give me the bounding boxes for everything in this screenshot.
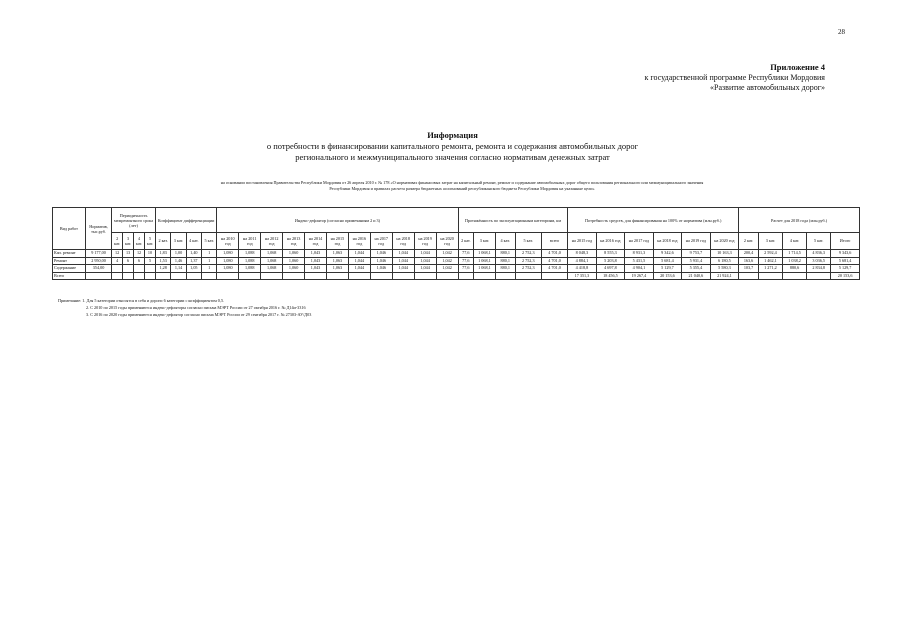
row-norm: 9 177,00 — [85, 250, 111, 258]
cell-empty — [326, 272, 348, 280]
cell-coef: 1,00 — [171, 250, 186, 258]
subheader-deflator-2: на 2012 год — [261, 233, 283, 250]
header-length: Протяжённость по эксплуатационным категориям, км — [458, 208, 568, 233]
subheader-deflator-5: на 2015 год — [326, 233, 348, 250]
header-row-2 — [53, 233, 860, 250]
cell-need: 5 431,5 — [625, 257, 653, 265]
subheader-deflator-9: на 2019 год — [414, 233, 436, 250]
cell-empty — [436, 272, 458, 280]
document-heading — [0, 130, 905, 163]
cell-deflator: 1,042 — [436, 250, 458, 258]
cell-length: 77,6 — [458, 257, 473, 265]
cell-deflator: 1,044 — [392, 257, 414, 265]
cell-need: 8 931,3 — [625, 250, 653, 258]
cell-calc2018: 4 836,3 — [807, 250, 831, 258]
document-subtitle-line-1: о потребности в финансировании капитального ремонта, ремонта и содержания автомобильных дорог — [266, 141, 639, 152]
cell-empty — [85, 272, 111, 280]
cell-empty — [202, 272, 217, 280]
cell-deflator: 1,080 — [217, 250, 239, 258]
cell-deflator: 1,060 — [283, 265, 305, 273]
subheader-deflator-8: на 2018 год — [392, 233, 414, 250]
cell-deflator: 1,068 — [261, 257, 283, 265]
cell-empty — [541, 272, 567, 280]
subheader-length-0: 2 кат. — [458, 233, 473, 250]
subheader-deflator-1: на 2011 год — [239, 233, 261, 250]
row-norm: 2 950,00 — [85, 257, 111, 265]
subheader-need-3: на 2018 год — [653, 233, 681, 250]
subheader-period-2: 4 кат. — [134, 233, 145, 250]
subheader-period-1: 3 кат. — [123, 233, 134, 250]
cell-length: 77,6 — [458, 265, 473, 273]
total-need: 19 267,4 — [625, 272, 653, 280]
cell-deflator: 1,063 — [326, 257, 348, 265]
cell-need: 4 904,1 — [625, 265, 653, 273]
cell-empty — [807, 272, 831, 280]
cell-empty — [495, 272, 515, 280]
subheader-length-4: всего — [541, 233, 567, 250]
cell-length: 4 701,0 — [541, 250, 567, 258]
cell-need: 5 931,4 — [682, 257, 710, 265]
cell-length: 2 752,3 — [515, 250, 541, 258]
header-calc-2018: Расчет для 2018 года (млн.руб.) — [739, 208, 860, 233]
cell-coef: 1 — [202, 250, 217, 258]
cell-calc2018: 2 834,8 — [807, 265, 831, 273]
cell-deflator: 1,042 — [436, 257, 458, 265]
cell-coef: 1,05 — [186, 265, 201, 273]
cell-deflator: 1,080 — [217, 257, 239, 265]
subheader-deflator-3: на 2013 год — [283, 233, 305, 250]
subheader-deflator-10: на 2020 год — [436, 233, 458, 250]
cell-need: 6 180,5 — [710, 257, 739, 265]
cell-deflator: 1,044 — [392, 265, 414, 273]
cell-deflator: 1,042 — [436, 265, 458, 273]
cell-period: 12 — [112, 250, 123, 258]
cell-length: 1 068,1 — [473, 257, 495, 265]
notes — [58, 297, 311, 318]
document-title: Информация — [427, 130, 478, 140]
cell-need: 5 681,4 — [653, 257, 681, 265]
cell-empty — [145, 272, 156, 280]
cell-coef: 1,14 — [171, 265, 186, 273]
cell-period: 13 — [123, 250, 134, 258]
cell-empty — [123, 272, 134, 280]
subheader-period-3: 5 кат. — [145, 233, 156, 250]
note-1: Примечание: 1. Для 5 категории относятся в себя и дороги 6 категории с коэффициентом 0,5. — [58, 298, 225, 303]
cell-need: 9 753,7 — [682, 250, 710, 258]
legal-basis-line-1: на основании постановления Правительства Республики Мордовия от 26 апреля 2010 г. № 178 «О нормативах финансовых затрат на капитальный ремонт, ремонт и содержание автомобильных дорог общего пользования регионального или межмуниципального значения — [220, 180, 704, 185]
appendix-title: Приложение 4 — [770, 62, 825, 72]
cell-deflator: 1,043 — [305, 257, 327, 265]
subheader-coef-1: 3 кат. — [171, 233, 186, 250]
subheader-calc2018-1: 3 кат. — [758, 233, 782, 250]
cell-deflator: 1,046 — [370, 250, 392, 258]
cell-period — [145, 265, 156, 273]
subheader-calc2018-3: 5 кат. — [807, 233, 831, 250]
cell-empty — [515, 272, 541, 280]
cell-length: 2 752,3 — [515, 265, 541, 273]
cell-calc2018: 1 271,2 — [758, 265, 782, 273]
cell-period — [112, 265, 123, 273]
cell-deflator: 1,088 — [239, 250, 261, 258]
header-row-1 — [53, 208, 860, 233]
cell-empty — [783, 272, 807, 280]
subheader-deflator-7: на 2017 год — [370, 233, 392, 250]
cell-empty — [171, 272, 186, 280]
row-label: Ремонт — [53, 257, 86, 265]
header-deflator: Индекс-дефлятор (согласно примечаниям 2 и 3) — [217, 208, 458, 233]
cell-length: 880,1 — [495, 265, 515, 273]
cell-coef: 1,40 — [186, 250, 201, 258]
cell-length: 4 701,0 — [541, 257, 567, 265]
cell-period: 5 — [145, 257, 156, 265]
row-label: Содержание — [53, 265, 86, 273]
cell-empty — [458, 272, 473, 280]
cell-calc2018: 1 038,2 — [783, 257, 807, 265]
cell-coef: 1,83 — [155, 250, 170, 258]
cell-period: 6 — [134, 257, 145, 265]
appendix-header — [645, 62, 825, 93]
subheader-coef-0: 2 кат. — [155, 233, 170, 250]
cell-deflator: 1,044 — [392, 250, 414, 258]
cell-calc2018: 2 592,4 — [758, 250, 782, 258]
cell-deflator: 1,046 — [370, 257, 392, 265]
cell-deflator: 1,088 — [239, 265, 261, 273]
subheader-length-1: 3 кат. — [473, 233, 495, 250]
cell-need: 8 555,3 — [596, 250, 624, 258]
cell-need: 9 342,6 — [653, 250, 681, 258]
cell-coef: 1 — [202, 257, 217, 265]
cell-empty — [261, 272, 283, 280]
cell-coef: 1,28 — [155, 265, 170, 273]
subheader-calc2018-0: 2 кат. — [739, 233, 759, 250]
cell-need: 4 418,8 — [568, 265, 596, 273]
total-calc-2018: 20 153,6 — [831, 272, 860, 280]
cell-empty — [305, 272, 327, 280]
cell-deflator: 1,068 — [261, 265, 283, 273]
cell-period — [123, 265, 134, 273]
subheader-deflator-0: на 2010 год — [217, 233, 239, 250]
cell-calc2018: 103,7 — [739, 265, 759, 273]
cell-deflator: 1,063 — [326, 250, 348, 258]
cell-deflator: 1,063 — [326, 265, 348, 273]
cell-period: 4 — [112, 257, 123, 265]
cell-empty — [348, 272, 370, 280]
cell-coef: 1 — [202, 265, 217, 273]
cell-empty — [739, 272, 759, 280]
row-label: Кап. ремонт — [53, 250, 86, 258]
cell-deflator: 1,046 — [370, 265, 392, 273]
subheader-need-0: на 2015 год — [568, 233, 596, 250]
cell-length: 1 068,1 — [473, 265, 495, 273]
page-number: 28 — [838, 28, 845, 36]
cell-need: 5 355,4 — [682, 265, 710, 273]
cell-coef: 1,37 — [186, 257, 201, 265]
subheader-need-1: на 2016 год — [596, 233, 624, 250]
note-2: 2. С 2010 по 2015 годы применяются индекс-дефляторы согласно письма МЭРТ России от 27 октября 2016 г. № Д14и-3316 — [86, 305, 306, 311]
subheader-period-0: 2 кат. — [112, 233, 123, 250]
cell-period — [134, 265, 145, 273]
cell-length: 1 068,1 — [473, 250, 495, 258]
cell-deflator: 1,060 — [283, 257, 305, 265]
table-row — [53, 250, 860, 258]
table-row-total — [53, 272, 860, 280]
subheader-deflator-6: на 2016 год — [348, 233, 370, 250]
total-need: 18 456,5 — [596, 272, 624, 280]
cell-deflator: 1,043 — [305, 250, 327, 258]
cell-deflator: 1,044 — [348, 250, 370, 258]
cell-deflator: 1,068 — [261, 250, 283, 258]
header-coefficient: Коэффициент дифференциации — [155, 208, 216, 233]
cell-calc2018: 1 714,5 — [783, 250, 807, 258]
cell-empty — [134, 272, 145, 280]
cell-calc2018: 9 343,6 — [831, 250, 860, 258]
header-period: Периодичность межремонтного срока (лет) — [112, 208, 156, 233]
cell-period: 12 — [134, 250, 145, 258]
header-norm: Норматив, тыс.руб. — [85, 208, 111, 250]
cell-empty — [217, 272, 239, 280]
header-work-type: Вид работ — [53, 208, 86, 250]
cell-need: 5 129,7 — [653, 265, 681, 273]
subheader-need-5: на 2020 год — [710, 233, 739, 250]
cell-calc2018: 200,4 — [739, 250, 759, 258]
table-row — [53, 265, 860, 273]
cell-calc2018: 5 129,7 — [831, 265, 860, 273]
cell-empty — [414, 272, 436, 280]
cell-deflator: 1,043 — [305, 265, 327, 273]
cell-empty — [370, 272, 392, 280]
total-need: 21 924,1 — [710, 272, 739, 280]
subheader-calc2018-4: Итого — [831, 233, 860, 250]
cell-empty — [155, 272, 170, 280]
header-need: Потребность средств, для финансирования на 100% от норматива (млн.руб.) — [568, 208, 739, 233]
table-row — [53, 257, 860, 265]
cell-calc2018: 3 036,5 — [807, 257, 831, 265]
financing-table — [52, 207, 860, 280]
cell-calc2018: 163,6 — [739, 257, 759, 265]
legal-basis — [62, 180, 862, 192]
subheader-coef-2: 4 кат. — [186, 233, 201, 250]
cell-deflator: 1,060 — [283, 250, 305, 258]
cell-calc2018: 5 681,4 — [831, 257, 860, 265]
cell-length: 77,6 — [458, 250, 473, 258]
cell-length: 880,1 — [495, 257, 515, 265]
cell-period: 10 — [145, 250, 156, 258]
subheader-deflator-4: на 2014 год — [305, 233, 327, 250]
document-subtitle-line-2: регионального и межмуниципального значения согласно нормативам денежных затрат — [295, 152, 610, 163]
subheader-length-2: 4 кат. — [495, 233, 515, 250]
subheader-calc2018-2: 4 кат. — [783, 233, 807, 250]
cell-need: 8 048,3 — [568, 250, 596, 258]
cell-need: 4 884,1 — [568, 257, 596, 265]
note-3: 3. С 2016 по 2020 годы применяются индекс-дефлятор согласно письма МЭРТ России от 29 сентября 2017 г. № 27303-АУ/Д03 — [86, 312, 312, 318]
subheader-length-3: 5 кат. — [515, 233, 541, 250]
total-need: 17 351,3 — [568, 272, 596, 280]
cell-need: 4 697,8 — [596, 265, 624, 273]
total-need: 20 153,6 — [653, 272, 681, 280]
legal-basis-line-2: Республики Мордовия и правилах расчета размера бюджетных ассигнований республиканского бюджета Республики Мордовия на указанные цели» — [329, 186, 595, 192]
cell-length: 4 701,0 — [541, 265, 567, 273]
cell-coef: 1,46 — [171, 257, 186, 265]
cell-calc2018: 1 462,1 — [758, 257, 782, 265]
cell-deflator: 1,088 — [239, 257, 261, 265]
cell-calc2018: 880,6 — [783, 265, 807, 273]
cell-empty — [283, 272, 305, 280]
total-need: 21 040,6 — [682, 272, 710, 280]
total-label: Всего — [53, 272, 86, 280]
subheader-need-2: на 2017 год — [625, 233, 653, 250]
cell-deflator: 1,044 — [414, 265, 436, 273]
cell-deflator: 1,080 — [217, 265, 239, 273]
cell-period: 6 — [123, 257, 134, 265]
cell-empty — [186, 272, 201, 280]
cell-need: 5 580,3 — [710, 265, 739, 273]
cell-deflator: 1,044 — [348, 265, 370, 273]
cell-length: 2 752,3 — [515, 257, 541, 265]
cell-need: 5 203,8 — [596, 257, 624, 265]
cell-empty — [239, 272, 261, 280]
subheader-need-4: на 2019 год — [682, 233, 710, 250]
appendix-line-1: к государственной программе Республики Мордовия — [644, 72, 825, 82]
cell-deflator: 1,044 — [348, 257, 370, 265]
cell-empty — [112, 272, 123, 280]
cell-length: 880,1 — [495, 250, 515, 258]
appendix-line-2: «Развитие автомобильных дорог» — [710, 82, 825, 92]
cell-empty — [758, 272, 782, 280]
cell-empty — [473, 272, 495, 280]
cell-coef: 1,53 — [155, 257, 170, 265]
row-norm: 354,00 — [85, 265, 111, 273]
subheader-coef-3: 5 кат. — [202, 233, 217, 250]
cell-deflator: 1,044 — [414, 257, 436, 265]
cell-deflator: 1,044 — [414, 250, 436, 258]
cell-need: 10 163,3 — [710, 250, 739, 258]
cell-empty — [392, 272, 414, 280]
